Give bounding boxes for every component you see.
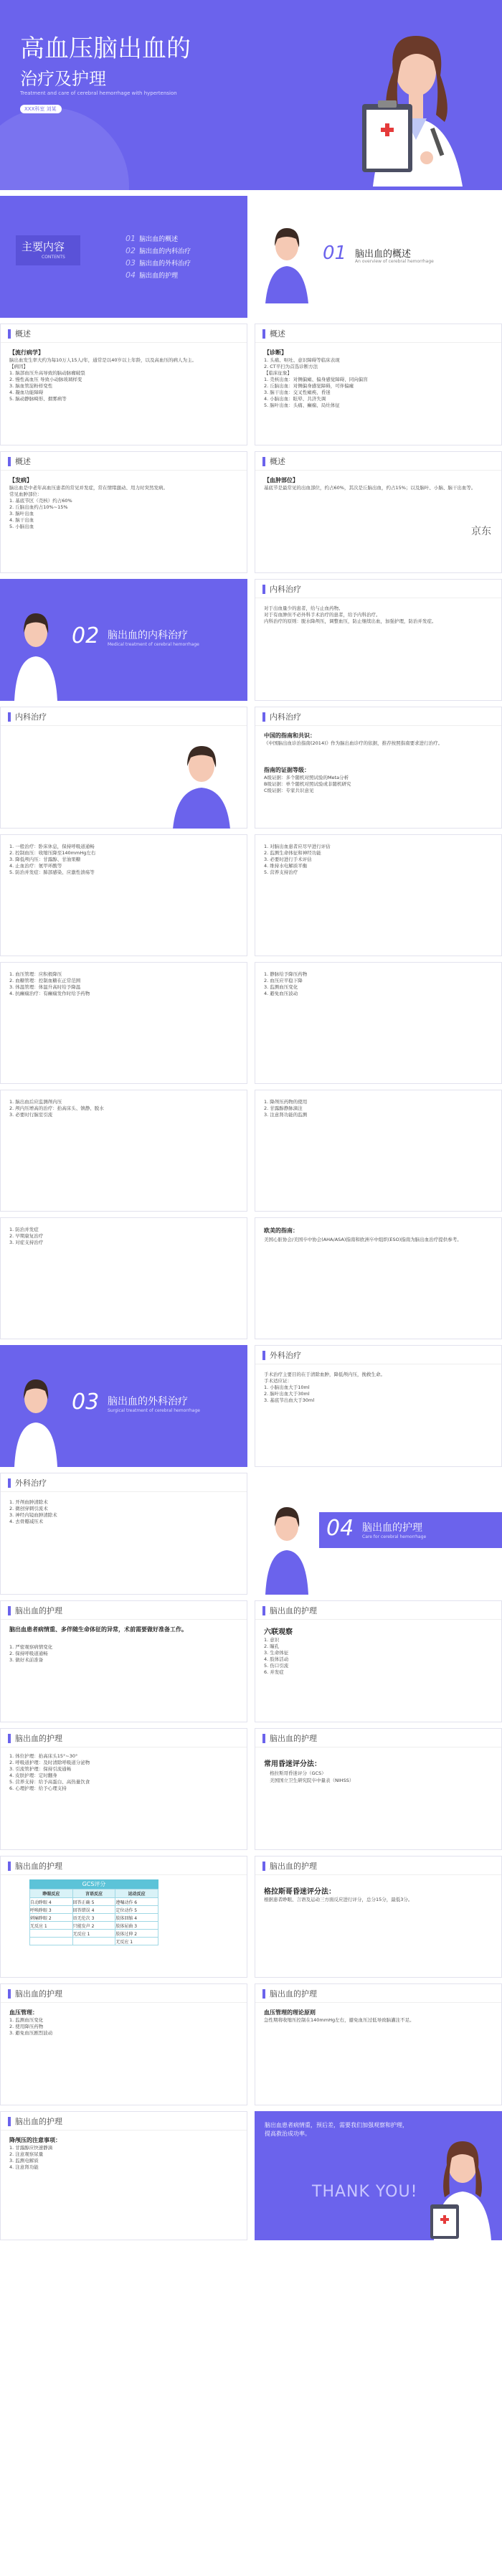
table-header: 睁眼反应: [30, 1889, 73, 1898]
slide-header: 外科治疗: [255, 1346, 501, 1364]
medical-intro-text: 对于出血量少的患者，给与止血药物。 对于有血肿但不必外科手术治疗的患者，给予内科治疗。 内科治疗的原则：脱水降颅压，调整血压，防止继续出血，加强护理，防治并发症。: [264, 605, 437, 624]
slide-header: 概述: [1, 324, 247, 343]
medical-treatment-card: [255, 579, 502, 701]
overview-card-left: [0, 324, 247, 445]
surgical-treatment-card: [255, 1345, 502, 1467]
medical-card-right: [255, 834, 502, 956]
section-01-en: An overview of cerebral hemorrhage: [355, 259, 434, 264]
cover-decoration: [0, 108, 129, 190]
section-04-panel: [255, 1473, 502, 1595]
cover-title-line2: 治疗及护理: [20, 69, 106, 89]
right-subtitle: 【诊断】: [264, 349, 287, 356]
medical-card-left: [0, 1090, 247, 1212]
cover-subtitle: Treatment and care of cerebral hemorrhage with hypertension: [20, 90, 177, 96]
medical-card-left: [0, 834, 247, 956]
doctor-illustration: [11, 1367, 61, 1467]
international-guideline-title: 欧美的指南：: [264, 1227, 298, 1234]
nursing-card-left: [0, 1728, 247, 1850]
evidence-text: A级证据：多个随机对照试验的Meta分析 B级证据：单个随机对照试验或非随机研究 C级证据：专家共识意见: [264, 775, 351, 793]
section-03-title: 脑出血的外科治疗: [108, 1396, 188, 1407]
slide-header: 脑出血的护理: [1, 1856, 247, 1875]
overview-slide-1: [0, 324, 502, 445]
nursing-left-title: 脑出血患者病情重、多伴随生命体征的异常，术前需要做好准备工作。: [9, 1626, 187, 1633]
slide-header: 脑出血的护理: [1, 2112, 247, 2131]
toc-list: [126, 230, 191, 279]
table-row: 呼唤睁眼 3 回答错误 4 定位动作 5: [30, 1906, 158, 1914]
bp-management-text: 1. 监测血压变化 2. 使用降压药物 3. 避免血压剧烈波动: [9, 2017, 53, 2036]
slide-header: 脑出血的护理: [255, 1856, 501, 1875]
doctor-illustration: [262, 1494, 312, 1595]
medical-card-right: [255, 962, 502, 1084]
right-body: 基底节是最常见的出血部位，约占60%，其次是丘脑出血，约占15%；以及脑叶、小脑、脑干出血等。: [264, 485, 476, 491]
medical-left-text: 1. 防治并发症 2. 早期康复治疗 3. 对症支持治疗: [9, 1227, 44, 1245]
medical-card-left: [0, 707, 247, 829]
section-02-number: 02: [72, 623, 100, 648]
medical-slide-5: [0, 1217, 502, 1339]
left-subtitle: 【发病】: [9, 477, 32, 483]
toc-title: 主要内容: [22, 240, 65, 253]
left-body: 脑出血是中老年高血压患者的常见并发症，常在情绪激动、用力时突然发病。 常见血肿部位： 1. 基底节区（壳核）约占60% 2. 丘脑出血约占10%~15% 3. 脑叶出血 4. 脑干出血 5. 小脑出血: [9, 485, 168, 529]
slide-header: 概述: [255, 452, 501, 471]
medical-card-right: [255, 1090, 502, 1212]
left-body: 脑出血发生率大约为每10万人15人/年，通常是以40岁以上年龄，以及高血压的病人为主。 【病因】 1. 脑部血压升高导致的脑动脉瘤破裂 2. 慢性高血压 导致小动脉玻璃样变 3. 脑血管淀粉样变性 4. 凝血功能障碍 5. 脑动静脉畸形、烟雾病等: [9, 357, 197, 402]
bp-principle-text: 急性期将收缩压控制在140mmHg左右，避免血压过低导致脑灌注不足。: [264, 2017, 415, 2023]
toc-item-2[interactable]: 02 脑出血的内科治疗: [126, 246, 191, 255]
left-subtitle: 【流行病学】: [9, 349, 44, 356]
table-row: 刺痛睁眼 2 语无伦次 3 肢体回缩 4: [30, 1914, 158, 1922]
coma-scale-item-1: 格拉斯哥昏迷评分（GCS）: [270, 1770, 326, 1776]
bp-principle-title: 血压管理的理论原则: [264, 2009, 316, 2016]
nursing-card-right: [255, 1983, 502, 2105]
section-03-en: Surgical treatment of cerebral hemorrhage: [108, 1408, 200, 1413]
six-observation-title: 六联观察: [264, 1628, 293, 1636]
section-02-title: 脑出血的内科治疗: [108, 630, 188, 641]
toc-title-en: CONTENTS: [42, 255, 65, 260]
nursing-card-right: [255, 1600, 502, 1722]
doctor-illustration: [262, 217, 312, 303]
doctor-illustration: [166, 736, 237, 829]
gcs-method-title: 格拉斯哥昏迷评分法：: [264, 1888, 336, 1896]
presenter-label: XXX科室 刘某: [24, 106, 57, 112]
cover-title-line1: 高血压脑出血的: [20, 34, 191, 63]
slide-header: 脑出血的护理: [255, 1601, 501, 1620]
guideline-text: 《中国脑出血诊治指南(2014)》作为脑出血诊疗的依据，推荐按照指南要求进行治疗。: [264, 740, 443, 746]
nursing-card-left: [0, 1600, 247, 1722]
medical-right-text: 1. 降颅压药物的使用 2. 甘露醇静脉滴注 3. 注意肾功能的监测: [264, 1099, 308, 1118]
surgical-methods-text: 1. 开颅血肿清除术 2. 微创穿刺引流术 3. 神经内镜血肿清除术 4. 去骨瓣减压术: [9, 1499, 57, 1524]
section-01-panel: [255, 196, 502, 318]
nursing-slide-1: [0, 1600, 502, 1722]
table-row: 无反应 1: [30, 1938, 158, 1945]
doctor-illustration: [11, 600, 61, 701]
doctor-illustration: [427, 2126, 498, 2240]
slide-header: 脑出血的护理: [255, 1729, 501, 1747]
thanks-text: 脑出血患者病情重，预后差，需要我们加强观察和护理，提高救治成功率。: [265, 2122, 408, 2137]
medical-slide-4: [0, 1090, 502, 1212]
nursing-card-left: [0, 1856, 247, 1978]
table-row: 无反应 1 只能发声 2 肢体屈曲 3: [30, 1922, 158, 1930]
slide-header: 内科治疗: [255, 580, 501, 598]
slide-header: 内科治疗: [1, 707, 247, 726]
section-03-slide: [0, 1345, 502, 1467]
guideline-title: 中国的指南和共识：: [264, 732, 316, 739]
coma-scale-title: 常用昏迷评分法：: [264, 1760, 321, 1768]
nursing-slide-3: [0, 1856, 502, 1978]
table-row: [30, 1889, 158, 1898]
overview-slide-2: [0, 451, 502, 573]
slide-header: 脑出血的护理: [1, 1601, 247, 1620]
six-observation-text: 1. 意识 2. 瞳孔 3. 生命体征 4. 肢体活动 5. 伤口引流 6. 并发症: [264, 1637, 289, 1675]
table-header: 运动反应: [115, 1889, 158, 1898]
slide-header: 脑出血的护理: [1, 1729, 247, 1747]
section-01-title: 脑出血的概述: [355, 249, 412, 260]
section-02-panel: [0, 579, 247, 701]
section-01-number: 01: [323, 242, 347, 264]
doctor-illustration: [344, 14, 488, 190]
section-02-en: Medical treatment of cerebral hemorrhage: [108, 642, 199, 647]
nursing-card-right: [255, 1856, 502, 1978]
surgical-card: [0, 1473, 247, 1595]
medical-slide-3: [0, 962, 502, 1084]
bp-management-title: 血压管理：: [9, 2009, 38, 2016]
international-guideline-text: 美国心脏协会/美国卒中协会(AHA/ASA)指南和欧洲卒中组织(ESO)指南为脑出血治疗提供参考。: [264, 1237, 462, 1242]
medical-slide-2: [0, 834, 502, 956]
overview-card-right: [255, 324, 502, 445]
medical-right-text: 1. 静脉给予降压药物 2. 血压应平稳下降 3. 监测血压变化 4. 避免血压波动: [264, 971, 308, 996]
slide-header: 概述: [1, 452, 247, 471]
toc-item-1[interactable]: 01 脑出血的概述: [126, 234, 179, 243]
medical-slide-1: [0, 707, 502, 829]
section-03-panel: [0, 1345, 247, 1467]
thanks-title: THANK YOU!: [312, 2183, 418, 2201]
gcs-table: [29, 1889, 158, 1945]
overview-card-left: [0, 451, 247, 573]
table-row: 无反应 1 肢体过伸 2: [30, 1930, 158, 1938]
cover-slide: [0, 0, 502, 190]
medical-card-right: [255, 707, 502, 829]
medical-card-left: [0, 962, 247, 1084]
section-02-slide: [0, 579, 502, 701]
slide-header: 内科治疗: [255, 707, 501, 726]
slide-header: 概述: [255, 324, 501, 343]
nursing-card-left: [0, 1983, 247, 2105]
closing-slide: [0, 2111, 502, 2240]
medical-left-text: 1. 血压管理：应积极降压 2. 血糖管理：控制血糖在正常范围 3. 体温管理：体温升高时给予降温 4. 抗癫痫治疗：有癫痫发作时给予药物: [9, 971, 90, 996]
medical-left-text: 1. 一般治疗：卧床休息，保持呼吸道通畅 2. 控制血压：收缩压降至140mmHg左右 3. 降低颅内压：甘露醇、甘油果糖 4. 止血治疗：氨甲环酸等 5. 防治并发症：肺部感染、应激性溃疡等: [9, 844, 96, 875]
toc-item-3[interactable]: 03 脑出血的外科治疗: [126, 258, 191, 268]
surgical-slide: [0, 1473, 502, 1595]
nursing-left-text: 1. 体位护理：抬高床头15°~30° 2. 呼吸道护理：及时清除呼吸道分泌物 3. 引流管护理：保持引流通畅 4. 皮肤护理：定时翻身 5. 营养支持：给予高蛋白、高热量饮食 6. 心理护理：给予心理支持: [9, 1753, 90, 1791]
nursing-card-left: [0, 2111, 247, 2240]
evidence-title: 指南的证据等级：: [264, 767, 310, 773]
medical-card-left: [0, 1217, 247, 1339]
presenter-badge: [20, 105, 62, 113]
medical-card-right: [255, 1217, 502, 1339]
nursing-slide-4: [0, 1983, 502, 2105]
nursing-card-right: [255, 1728, 502, 1850]
medical-left-text: 1. 脑出血后应监测颅内压 2. 颅内压增高的治疗：抬高床头、镇静、脱水 3. 必要时行脑室引流: [9, 1099, 104, 1118]
overview-card-right: [255, 451, 502, 573]
section-04-en: Care for cerebral hemorrhage: [362, 1534, 427, 1539]
table-header: 言语反应: [72, 1889, 115, 1898]
medical-right-text: 1. 对脑出血患者应尽早进行评估 2. 监测生命体征和神经功能 3. 必要时进行手术评估 4. 维持水电解质平衡 5. 营养支持治疗: [264, 844, 331, 875]
table-row: 自动睁眼 4 回答正确 5 遵嘱动作 6: [30, 1898, 158, 1906]
right-subtitle: 【血肿部位】: [264, 477, 298, 483]
icp-notes-title: 降颅压的注意事项：: [9, 2137, 61, 2143]
section-04-title: 脑出血的护理: [362, 1522, 422, 1534]
gcs-table-title: GCS评分: [29, 1879, 158, 1889]
slide-header: 脑出血的护理: [255, 1984, 501, 2003]
right-body: 1. 头痛、呕吐、意识障碍等临床表现 2. CT平扫为首选诊断方法 【临床征象】 1. 壳核出血：对侧偏瘫、偏身感觉障碍、同向偏盲 2. 丘脑出血：对侧偏身感觉障碍，可伴偏瘫 3. 脑干出血：交叉性瘫痪、昏迷 4. 小脑出血：眩晕、共济失调 5. 脑叶出血：头痛、癫痫、局灶体征: [264, 357, 368, 408]
coma-scale-item-2: 美国国立卫生研究院卒中量表（NIHSS）: [270, 1778, 354, 1783]
toc-item-4[interactable]: 04 脑出血的护理: [126, 270, 179, 280]
icp-notes-text: 1. 甘露醇应快速静滴 2. 注意观察尿量 3. 监测电解质 4. 注意肾功能: [9, 2145, 53, 2170]
nursing-slide-2: [0, 1728, 502, 1850]
section-03-number: 03: [72, 1390, 100, 1415]
thanks-panel: [255, 2111, 502, 2240]
toc-slide: [0, 196, 502, 318]
toc-left-panel: [0, 196, 247, 318]
surgical-intro-text: 手术治疗主要目的在于清除血肿，降低颅内压，挽救生命。 手术适应证： 1. 小脑出血大于10ml 2. 脑叶出血大于30ml 3. 基底节出血大于30ml: [264, 1372, 385, 1403]
watermark: 京东: [471, 526, 491, 537]
slide-header: 外科治疗: [1, 1473, 247, 1492]
nursing-left-text: 1. 严密观察病情变化 2. 保持呼吸道通畅 3. 做好术前准备: [9, 1644, 53, 1663]
slide-header: 脑出血的护理: [1, 1984, 247, 2003]
gcs-method-text: 根据患者睁眼、言语及运动三方面反应进行评分，总分15分，最低3分。: [264, 1897, 413, 1902]
section-04-number: 04: [326, 1516, 354, 1541]
